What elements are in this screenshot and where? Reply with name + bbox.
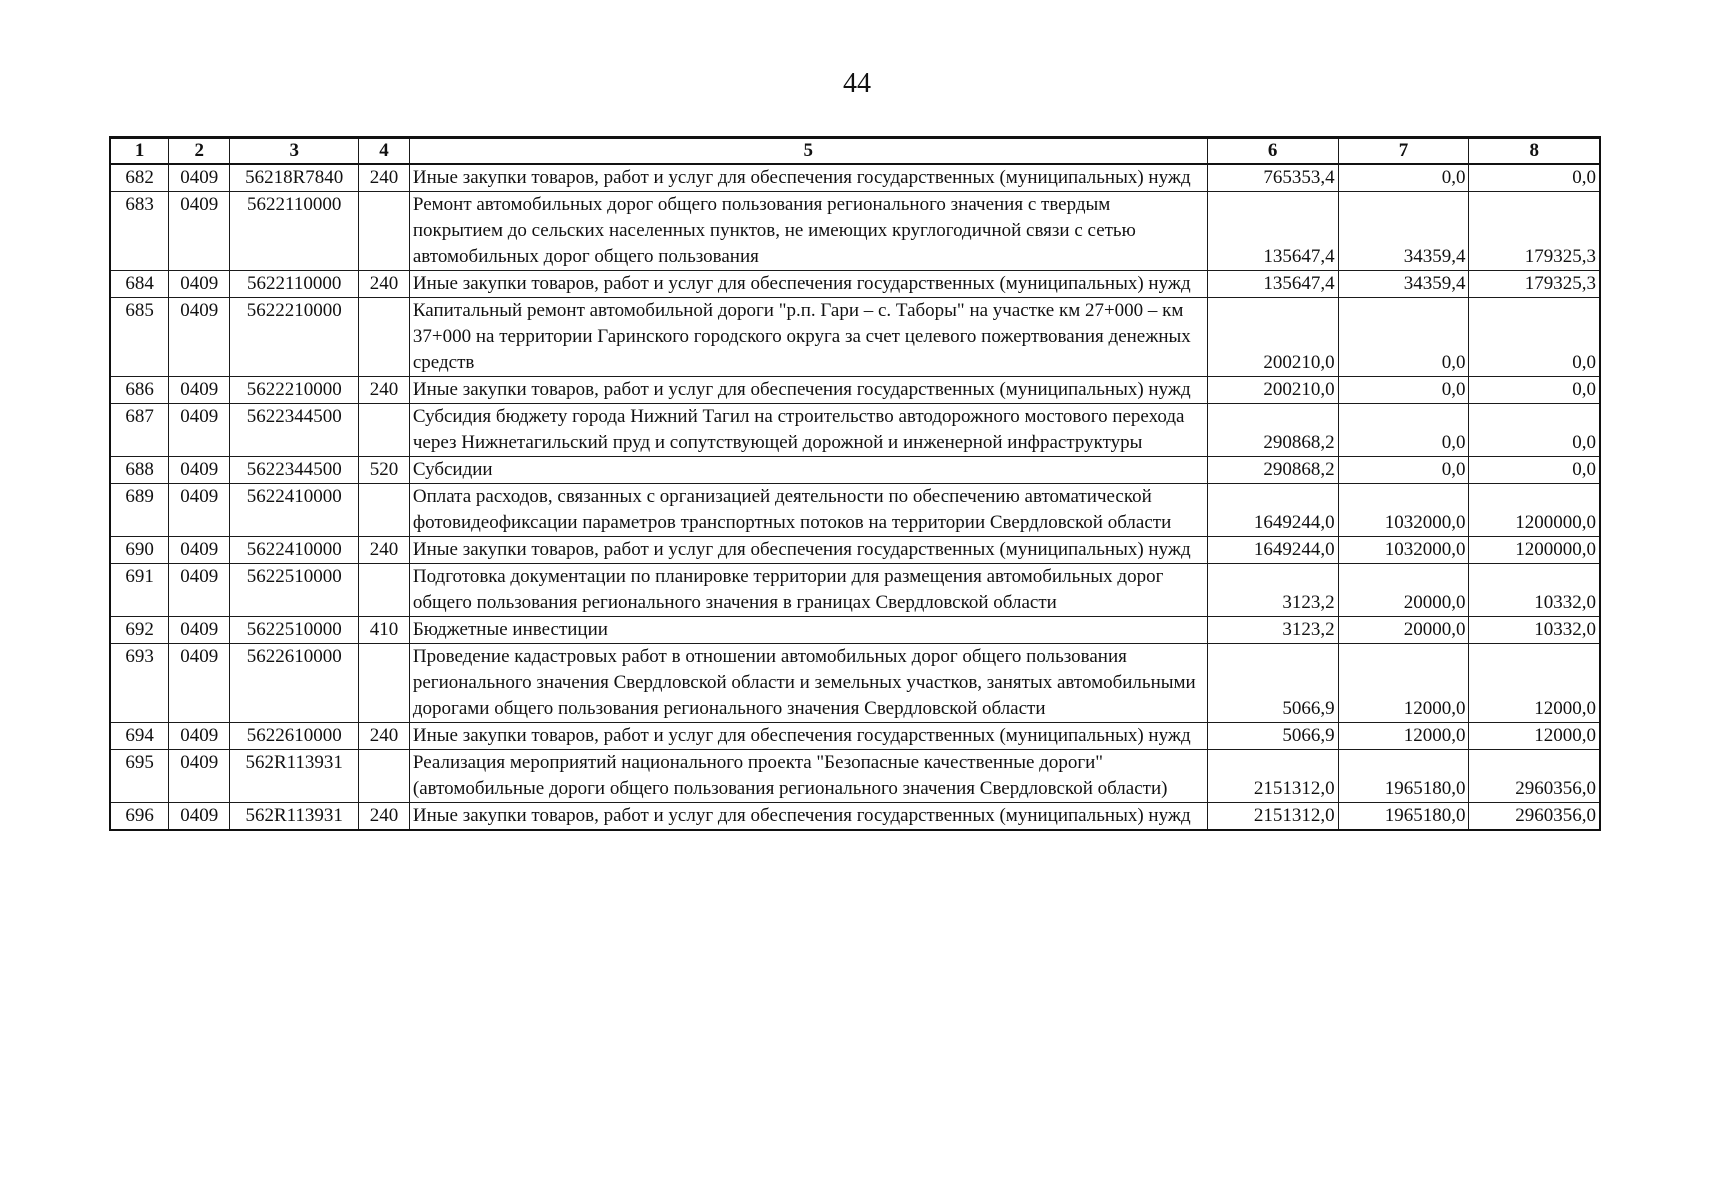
row-number-cell: 692 bbox=[110, 617, 169, 644]
expense-type-cell: 520 bbox=[359, 457, 410, 484]
amount-col7-cell: 1965180,0 bbox=[1338, 750, 1469, 803]
description-cell: Иные закупки товаров, работ и услуг для обеспечения государственных (муниципальных) нужд bbox=[409, 723, 1207, 750]
amount-col7-cell: 0,0 bbox=[1338, 164, 1469, 192]
amount-col6-cell: 765353,4 bbox=[1207, 164, 1338, 192]
amount-col7-cell: 1965180,0 bbox=[1338, 803, 1469, 831]
section-code-cell: 0409 bbox=[169, 164, 230, 192]
amount-col6-cell: 290868,2 bbox=[1207, 457, 1338, 484]
expense-type-cell bbox=[359, 404, 410, 457]
amount-col8-cell: 2960356,0 bbox=[1469, 750, 1600, 803]
amount-col8-cell: 10332,0 bbox=[1469, 564, 1600, 617]
amount-col6-cell: 5066,9 bbox=[1207, 644, 1338, 723]
expense-type-cell bbox=[359, 298, 410, 377]
row-number-cell: 683 bbox=[110, 192, 169, 271]
description-cell: Иные закупки товаров, работ и услуг для обеспечения государственных (муниципальных) нужд bbox=[409, 537, 1207, 564]
column-header: 6 bbox=[1207, 138, 1338, 165]
table-row bbox=[110, 457, 1600, 484]
amount-col6-cell: 2151312,0 bbox=[1207, 803, 1338, 831]
section-code-cell: 0409 bbox=[169, 192, 230, 271]
amount-col8-cell: 0,0 bbox=[1469, 377, 1600, 404]
description-cell: Иные закупки товаров, работ и услуг для обеспечения государственных (муниципальных) нужд bbox=[409, 377, 1207, 404]
target-code-cell: 5622210000 bbox=[230, 377, 359, 404]
target-code-cell: 5622344500 bbox=[230, 404, 359, 457]
amount-col6-cell: 200210,0 bbox=[1207, 298, 1338, 377]
expense-type-cell: 240 bbox=[359, 377, 410, 404]
amount-col7-cell: 20000,0 bbox=[1338, 564, 1469, 617]
expense-type-cell: 240 bbox=[359, 803, 410, 831]
section-code-cell: 0409 bbox=[169, 457, 230, 484]
table-row bbox=[110, 164, 1600, 192]
amount-col6-cell: 135647,4 bbox=[1207, 192, 1338, 271]
amount-col8-cell: 12000,0 bbox=[1469, 723, 1600, 750]
table-row bbox=[110, 750, 1600, 803]
description-cell: Реализация мероприятий национального проекта "Безопасные качественные дороги" (автомобильные дороги общего пользования регионального значения Свердловской области) bbox=[409, 750, 1207, 803]
table-row bbox=[110, 377, 1600, 404]
amount-col8-cell: 0,0 bbox=[1469, 404, 1600, 457]
description-cell: Иные закупки товаров, работ и услуг для обеспечения государственных (муниципальных) нужд bbox=[409, 271, 1207, 298]
target-code-cell: 5622410000 bbox=[230, 484, 359, 537]
description-cell: Ремонт автомобильных дорог общего пользования регионального значения с твердым покрытием до сельских населенных пунктов, не имеющих круглогодичной связи с сетью автомобильных дорог общего пользования bbox=[409, 192, 1207, 271]
column-header: 7 bbox=[1338, 138, 1469, 165]
amount-col8-cell: 0,0 bbox=[1469, 457, 1600, 484]
target-code-cell: 562R113931 bbox=[230, 750, 359, 803]
amount-col8-cell: 2960356,0 bbox=[1469, 803, 1600, 831]
row-number-cell: 689 bbox=[110, 484, 169, 537]
target-code-cell: 5622610000 bbox=[230, 723, 359, 750]
section-code-cell: 0409 bbox=[169, 298, 230, 377]
expense-type-cell bbox=[359, 564, 410, 617]
section-code-cell: 0409 bbox=[169, 803, 230, 831]
section-code-cell: 0409 bbox=[169, 271, 230, 298]
section-code-cell: 0409 bbox=[169, 377, 230, 404]
target-code-cell: 5622110000 bbox=[230, 192, 359, 271]
amount-col8-cell: 179325,3 bbox=[1469, 192, 1600, 271]
table-row bbox=[110, 271, 1600, 298]
description-cell: Бюджетные инвестиции bbox=[409, 617, 1207, 644]
description-cell: Иные закупки товаров, работ и услуг для обеспечения государственных (муниципальных) нужд bbox=[409, 803, 1207, 831]
column-header: 8 bbox=[1469, 138, 1600, 165]
section-code-cell: 0409 bbox=[169, 537, 230, 564]
amount-col7-cell: 1032000,0 bbox=[1338, 484, 1469, 537]
description-cell: Подготовка документации по планировке территории для размещения автомобильных дорог общего пользования регионального значения в границах Свердловской области bbox=[409, 564, 1207, 617]
row-number-cell: 685 bbox=[110, 298, 169, 377]
row-number-cell: 690 bbox=[110, 537, 169, 564]
amount-col6-cell: 200210,0 bbox=[1207, 377, 1338, 404]
section-code-cell: 0409 bbox=[169, 617, 230, 644]
amount-col6-cell: 290868,2 bbox=[1207, 404, 1338, 457]
amount-col8-cell: 12000,0 bbox=[1469, 644, 1600, 723]
budget-table bbox=[109, 136, 1601, 831]
expense-type-cell bbox=[359, 484, 410, 537]
table-row bbox=[110, 192, 1600, 271]
row-number-cell: 691 bbox=[110, 564, 169, 617]
row-number-cell: 686 bbox=[110, 377, 169, 404]
table-row bbox=[110, 564, 1600, 617]
expense-type-cell bbox=[359, 192, 410, 271]
amount-col7-cell: 0,0 bbox=[1338, 377, 1469, 404]
table-row bbox=[110, 644, 1600, 723]
amount-col6-cell: 2151312,0 bbox=[1207, 750, 1338, 803]
amount-col8-cell: 179325,3 bbox=[1469, 271, 1600, 298]
amount-col8-cell: 1200000,0 bbox=[1469, 537, 1600, 564]
target-code-cell: 5622510000 bbox=[230, 564, 359, 617]
header-row bbox=[110, 138, 1600, 165]
amount-col7-cell: 34359,4 bbox=[1338, 271, 1469, 298]
amount-col7-cell: 0,0 bbox=[1338, 404, 1469, 457]
target-code-cell: 5622344500 bbox=[230, 457, 359, 484]
table-row bbox=[110, 404, 1600, 457]
column-header: 5 bbox=[409, 138, 1207, 165]
row-number-cell: 684 bbox=[110, 271, 169, 298]
amount-col7-cell: 1032000,0 bbox=[1338, 537, 1469, 564]
expense-type-cell bbox=[359, 750, 410, 803]
column-header: 2 bbox=[169, 138, 230, 165]
row-number-cell: 696 bbox=[110, 803, 169, 831]
target-code-cell: 562R113931 bbox=[230, 803, 359, 831]
row-number-cell: 695 bbox=[110, 750, 169, 803]
table-row bbox=[110, 803, 1600, 831]
page-number: 44 bbox=[843, 68, 871, 99]
column-header: 3 bbox=[230, 138, 359, 165]
amount-col6-cell: 3123,2 bbox=[1207, 564, 1338, 617]
amount-col7-cell: 20000,0 bbox=[1338, 617, 1469, 644]
table-row bbox=[110, 484, 1600, 537]
target-code-cell: 5622510000 bbox=[230, 617, 359, 644]
section-code-cell: 0409 bbox=[169, 644, 230, 723]
row-number-cell: 682 bbox=[110, 164, 169, 192]
description-cell: Капитальный ремонт автомобильной дороги "р.п. Гари – с. Таборы" на участке км 27+000 – км 37+000 на территории Гаринского городского округа за счет целевого пожертвования денежных средств bbox=[409, 298, 1207, 377]
table-row bbox=[110, 723, 1600, 750]
table-row bbox=[110, 298, 1600, 377]
row-number-cell: 693 bbox=[110, 644, 169, 723]
target-code-cell: 5622410000 bbox=[230, 537, 359, 564]
amount-col7-cell: 0,0 bbox=[1338, 298, 1469, 377]
section-code-cell: 0409 bbox=[169, 723, 230, 750]
amount-col8-cell: 1200000,0 bbox=[1469, 484, 1600, 537]
amount-col6-cell: 1649244,0 bbox=[1207, 537, 1338, 564]
column-header: 1 bbox=[110, 138, 169, 165]
row-number-cell: 687 bbox=[110, 404, 169, 457]
description-cell: Оплата расходов, связанных с организацией деятельности по обеспечению автоматической фотовидеофиксации параметров транспортных потоков на территории Свердловской области bbox=[409, 484, 1207, 537]
expense-type-cell: 240 bbox=[359, 723, 410, 750]
row-number-cell: 694 bbox=[110, 723, 169, 750]
amount-col6-cell: 1649244,0 bbox=[1207, 484, 1338, 537]
expense-type-cell: 240 bbox=[359, 164, 410, 192]
section-code-cell: 0409 bbox=[169, 484, 230, 537]
section-code-cell: 0409 bbox=[169, 750, 230, 803]
amount-col6-cell: 3123,2 bbox=[1207, 617, 1338, 644]
expense-type-cell: 410 bbox=[359, 617, 410, 644]
amount-col7-cell: 0,0 bbox=[1338, 457, 1469, 484]
amount-col7-cell: 12000,0 bbox=[1338, 723, 1469, 750]
expense-type-cell: 240 bbox=[359, 537, 410, 564]
section-code-cell: 0409 bbox=[169, 564, 230, 617]
amount-col8-cell: 10332,0 bbox=[1469, 617, 1600, 644]
table-row bbox=[110, 617, 1600, 644]
description-cell: Субсидия бюджету города Нижний Тагил на строительство автодорожного мостового перехода через Нижнетагильский пруд и сопутствующей дорожной и инженерной инфраструктуры bbox=[409, 404, 1207, 457]
row-number-cell: 688 bbox=[110, 457, 169, 484]
column-header: 4 bbox=[359, 138, 410, 165]
description-cell: Проведение кадастровых работ в отношении автомобильных дорог общего пользования регионального значения Свердловской области и земельных участков, занятых автомобильными дорогами общего пользования регионального значения Свердловской области bbox=[409, 644, 1207, 723]
target-code-cell: 5622610000 bbox=[230, 644, 359, 723]
expense-type-cell: 240 bbox=[359, 271, 410, 298]
target-code-cell: 56218R7840 bbox=[230, 164, 359, 192]
amount-col7-cell: 12000,0 bbox=[1338, 644, 1469, 723]
target-code-cell: 5622210000 bbox=[230, 298, 359, 377]
amount-col6-cell: 135647,4 bbox=[1207, 271, 1338, 298]
description-cell: Иные закупки товаров, работ и услуг для обеспечения государственных (муниципальных) нужд bbox=[409, 164, 1207, 192]
table-body bbox=[110, 164, 1600, 830]
target-code-cell: 5622110000 bbox=[230, 271, 359, 298]
expense-type-cell bbox=[359, 644, 410, 723]
table-row bbox=[110, 537, 1600, 564]
section-code-cell: 0409 bbox=[169, 404, 230, 457]
amount-col7-cell: 34359,4 bbox=[1338, 192, 1469, 271]
amount-col6-cell: 5066,9 bbox=[1207, 723, 1338, 750]
amount-col8-cell: 0,0 bbox=[1469, 298, 1600, 377]
description-cell: Субсидии bbox=[409, 457, 1207, 484]
amount-col8-cell: 0,0 bbox=[1469, 164, 1600, 192]
